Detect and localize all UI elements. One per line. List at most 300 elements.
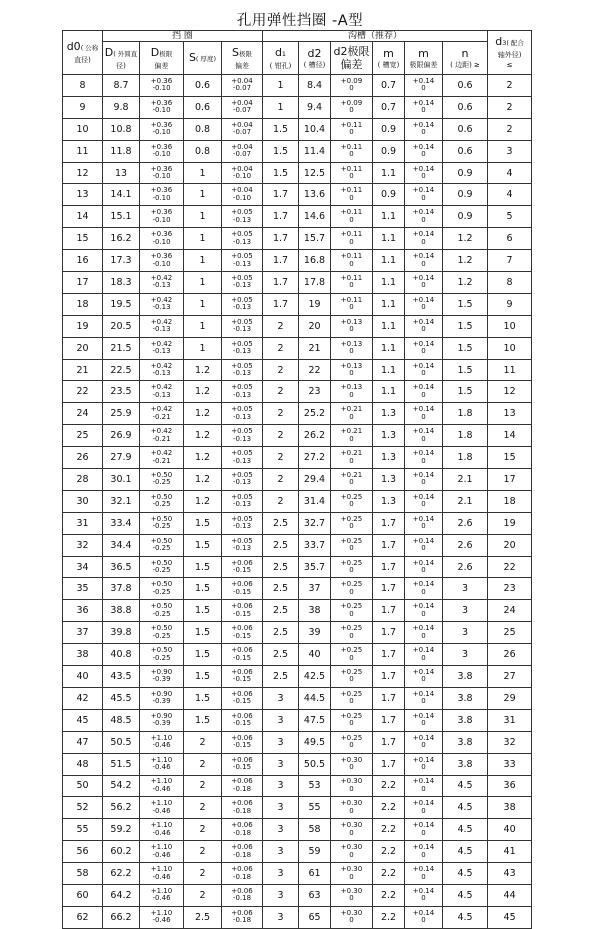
D-cell: 64.2 [103, 884, 140, 906]
upper-deviation: +1.10 [150, 843, 173, 852]
m-cell: 2.2 [373, 906, 405, 928]
lower-deviation: -0.25 [152, 631, 171, 640]
d1-cell: 1.7 [263, 293, 299, 315]
lower-deviation: -0.13 [232, 303, 252, 312]
lower-deviation: 0 [349, 653, 354, 662]
D-tol-cell [140, 403, 184, 425]
S-cell: 1.5 [184, 600, 222, 622]
S-cell: 1.5 [184, 534, 222, 556]
S-cell: 1.2 [184, 447, 222, 469]
n-cell: 4.5 [443, 884, 488, 906]
upper-deviation: +0.14 [412, 449, 435, 458]
m-tol-cell [405, 863, 443, 885]
D-cell: 15.1 [103, 206, 140, 228]
m-tol-cell [405, 293, 443, 315]
upper-deviation: +0.14 [412, 120, 435, 129]
d3-cell: 6 [488, 228, 532, 250]
d1-cell: 3 [263, 797, 299, 819]
lower-deviation: -0.15 [232, 631, 252, 640]
upper-deviation: +0.14 [412, 186, 435, 195]
d2-tol-cell [331, 469, 373, 491]
d2-tol-cell [331, 600, 373, 622]
lower-deviation: 0 [421, 390, 426, 399]
d1-cell: 2 [263, 359, 299, 381]
d2-tol-cell [331, 206, 373, 228]
m-tol-cell [405, 841, 443, 863]
m-tol-cell [405, 709, 443, 731]
upper-deviation: +0.14 [412, 843, 435, 852]
lower-deviation: 0 [349, 237, 354, 246]
upper-deviation: +1.10 [150, 799, 173, 808]
lower-deviation: 0 [349, 609, 354, 618]
lower-deviation: -0.13 [152, 347, 171, 356]
d0-cell: 36 [63, 600, 103, 622]
upper-deviation: +0.42 [150, 383, 173, 392]
upper-deviation: +1.10 [150, 755, 173, 764]
m-cell: 0.9 [373, 118, 405, 140]
lower-deviation: -0.10 [152, 172, 171, 180]
lower-deviation: 0 [421, 215, 426, 224]
upper-deviation: +0.14 [412, 470, 435, 479]
d0-cell: 14 [63, 206, 103, 228]
S-cell: 2 [184, 775, 222, 797]
m-tol-cell [405, 578, 443, 600]
S-tol-cell [222, 906, 263, 928]
d2-cell: 9.4 [299, 96, 331, 118]
d3-cell: 20 [488, 534, 532, 556]
upper-deviation: +0.14 [412, 602, 435, 611]
lower-deviation: -0.13 [152, 303, 171, 312]
lower-deviation: -0.46 [152, 763, 171, 772]
D-tol-cell [140, 666, 184, 688]
upper-deviation: +0.06 [231, 777, 253, 786]
m-cell: 0.9 [373, 140, 405, 162]
d1-cell: 3 [263, 841, 299, 863]
n-cell: 4.5 [443, 819, 488, 841]
D-cell: 48.5 [103, 709, 140, 731]
upper-deviation: +0.21 [340, 405, 363, 414]
d2-tol-cell [331, 315, 373, 337]
S-cell: 1.5 [184, 578, 222, 600]
D-tol-cell [140, 841, 184, 863]
d3-cell: 12 [488, 381, 532, 403]
D-cell: 62.2 [103, 863, 140, 885]
table-row [63, 469, 532, 491]
m-cell: 1.1 [373, 250, 405, 272]
lower-deviation: 0 [349, 172, 354, 180]
S-cell: 1 [184, 206, 222, 228]
n-cell: 4.5 [443, 906, 488, 928]
upper-deviation: +0.14 [412, 317, 435, 326]
d0-cell: 19 [63, 315, 103, 337]
S-cell: 2 [184, 753, 222, 775]
d0-cell: 42 [63, 687, 103, 709]
d0-cell: 20 [63, 337, 103, 359]
lower-deviation: -0.15 [232, 741, 252, 750]
upper-deviation: +0.14 [412, 273, 435, 282]
S-cell: 2 [184, 731, 222, 753]
d1-cell: 1.7 [263, 250, 299, 272]
D-tol-cell [140, 447, 184, 469]
d2-tol-cell [331, 797, 373, 819]
D-cell: 13 [103, 162, 140, 184]
n-cell: 1.8 [443, 425, 488, 447]
upper-deviation: +0.09 [340, 98, 363, 107]
d1-cell: 1.7 [263, 206, 299, 228]
lower-deviation: 0 [349, 412, 354, 421]
n-cell: 4.5 [443, 775, 488, 797]
lower-deviation: 0 [421, 609, 426, 618]
d1-cell: 3 [263, 731, 299, 753]
upper-deviation: +0.42 [150, 295, 173, 304]
D-tol-cell [140, 337, 184, 359]
m-cell: 1.3 [373, 447, 405, 469]
table-row [63, 753, 532, 775]
d2-tol-cell [331, 906, 373, 928]
lower-deviation: 0 [349, 434, 354, 443]
lower-deviation: 0 [349, 84, 354, 93]
upper-deviation: +0.50 [150, 558, 173, 567]
lower-deviation: -0.10 [152, 237, 171, 246]
table-row [63, 228, 532, 250]
upper-deviation: +0.05 [231, 470, 253, 479]
d3-cell: 43 [488, 863, 532, 885]
S-tol-cell [222, 162, 263, 184]
m-tol-cell [405, 425, 443, 447]
upper-deviation: +0.50 [150, 602, 173, 611]
D-tol-cell [140, 118, 184, 140]
lower-deviation: 0 [349, 697, 354, 706]
S-tol-cell [222, 403, 263, 425]
d3-cell: 36 [488, 775, 532, 797]
lower-deviation: -0.25 [152, 653, 171, 662]
upper-deviation: +0.06 [231, 711, 253, 720]
d2-tol-cell [331, 118, 373, 140]
m-tol-cell [405, 622, 443, 644]
S-tol-cell [222, 469, 263, 491]
D-cell: 60.2 [103, 841, 140, 863]
lower-deviation: -0.13 [232, 215, 252, 224]
D-cell: 30.1 [103, 469, 140, 491]
upper-deviation: +0.14 [412, 230, 435, 239]
d3-cell: 10 [488, 337, 532, 359]
d3-cell: 25 [488, 622, 532, 644]
d0-cell: 50 [63, 775, 103, 797]
lower-deviation: 0 [349, 281, 354, 290]
S-tol-cell [222, 578, 263, 600]
upper-deviation: +0.04 [231, 164, 253, 173]
D-cell: 43.5 [103, 666, 140, 688]
lower-deviation: 0 [421, 303, 426, 312]
upper-deviation: +0.50 [150, 624, 173, 633]
m-tol-cell [405, 162, 443, 184]
m-cell: 1.7 [373, 709, 405, 731]
m-tol-cell [405, 75, 443, 97]
n-cell: 1.5 [443, 337, 488, 359]
D-cell: 40.8 [103, 644, 140, 666]
upper-deviation: +0.14 [412, 733, 435, 742]
S-tol-cell [222, 337, 263, 359]
lower-deviation: -0.13 [232, 369, 252, 378]
table-row [63, 578, 532, 600]
lower-deviation: -0.15 [232, 609, 252, 618]
m-tol-cell [405, 315, 443, 337]
m-cell: 1.1 [373, 381, 405, 403]
table-row [63, 666, 532, 688]
d3-cell: 9 [488, 293, 532, 315]
D-cell: 34.4 [103, 534, 140, 556]
d0-cell: 58 [63, 863, 103, 885]
upper-deviation: +0.05 [231, 492, 253, 501]
d2-cell: 10.4 [299, 118, 331, 140]
D-cell: 8.7 [103, 75, 140, 97]
upper-deviation: +0.14 [412, 252, 435, 261]
table-row [63, 250, 532, 272]
m-cell: 1.7 [373, 731, 405, 753]
upper-deviation: +0.06 [231, 865, 253, 873]
lower-deviation: 0 [349, 763, 354, 772]
d2-cell: 13.6 [299, 184, 331, 206]
upper-deviation: +0.05 [231, 339, 253, 348]
m-tol-cell [405, 447, 443, 469]
lower-deviation: -0.13 [232, 325, 252, 334]
d0-cell: 16 [63, 250, 103, 272]
header-S-tol: S极限 偏差 [222, 42, 263, 75]
d0-cell: 22 [63, 381, 103, 403]
S-cell: 1 [184, 293, 222, 315]
lower-deviation: -0.18 [232, 850, 252, 859]
S-cell: 1.5 [184, 709, 222, 731]
d1-cell: 2.5 [263, 666, 299, 688]
D-cell: 50.5 [103, 731, 140, 753]
lower-deviation: -0.10 [232, 193, 252, 202]
upper-deviation: +0.05 [231, 405, 253, 414]
n-cell: 1.5 [443, 315, 488, 337]
n-cell: 3.8 [443, 753, 488, 775]
upper-deviation: +0.25 [340, 646, 363, 655]
lower-deviation: 0 [421, 587, 426, 596]
table-row [63, 118, 532, 140]
lower-deviation: 0 [349, 500, 354, 509]
header-D: D( 外圆直 径) [103, 42, 140, 75]
lower-deviation: -0.10 [152, 106, 171, 115]
d3-cell: 40 [488, 819, 532, 841]
table-row [63, 96, 532, 118]
D-tol-cell [140, 425, 184, 447]
d0-cell: 17 [63, 272, 103, 294]
D-cell: 51.5 [103, 753, 140, 775]
m-tol-cell [405, 534, 443, 556]
upper-deviation: +0.06 [231, 580, 253, 589]
upper-deviation: +0.90 [150, 689, 173, 698]
m-cell: 1.1 [373, 206, 405, 228]
d2-tol-cell [331, 731, 373, 753]
upper-deviation: +0.50 [150, 646, 173, 655]
m-cell: 1.7 [373, 644, 405, 666]
D-cell: 54.2 [103, 775, 140, 797]
S-tol-cell [222, 644, 263, 666]
lower-deviation: -0.13 [232, 281, 252, 290]
upper-deviation: +0.30 [340, 777, 363, 786]
m-tol-cell [405, 96, 443, 118]
d2-tol-cell [331, 272, 373, 294]
lower-deviation: 0 [349, 675, 354, 684]
S-tol-cell [222, 184, 263, 206]
n-cell: 3 [443, 578, 488, 600]
m-cell: 1.1 [373, 315, 405, 337]
m-tol-cell [405, 272, 443, 294]
upper-deviation: +0.11 [340, 295, 363, 304]
lower-deviation: 0 [349, 390, 354, 399]
n-cell: 2.1 [443, 490, 488, 512]
d3-cell: 2 [488, 118, 532, 140]
D-tol-cell [140, 578, 184, 600]
d2-cell: 50.5 [299, 753, 331, 775]
lower-deviation: 0 [421, 84, 426, 93]
d2-tol-cell [331, 250, 373, 272]
d3-cell: 2 [488, 96, 532, 118]
m-tol-cell [405, 118, 443, 140]
S-cell: 1 [184, 228, 222, 250]
S-cell: 1 [184, 315, 222, 337]
S-tol-cell [222, 512, 263, 534]
m-tol-cell [405, 687, 443, 709]
d1-cell: 3 [263, 709, 299, 731]
n-cell: 2.1 [443, 469, 488, 491]
D-tol-cell [140, 293, 184, 315]
D-cell: 21.5 [103, 337, 140, 359]
lower-deviation: 0 [349, 106, 354, 115]
m-cell: 1.3 [373, 469, 405, 491]
upper-deviation: +1.10 [150, 777, 173, 786]
D-cell: 66.2 [103, 906, 140, 928]
S-tol-cell [222, 228, 263, 250]
n-cell: 0.6 [443, 96, 488, 118]
S-cell: 1 [184, 162, 222, 184]
lower-deviation: -0.21 [152, 434, 171, 443]
lower-deviation: -0.15 [232, 587, 252, 596]
d0-cell: 11 [63, 140, 103, 162]
lower-deviation: 0 [421, 172, 426, 180]
d3-cell: 24 [488, 600, 532, 622]
D-tol-cell [140, 162, 184, 184]
upper-deviation: +0.90 [150, 667, 173, 676]
upper-deviation: +0.14 [412, 514, 435, 523]
upper-deviation: +0.14 [412, 405, 435, 414]
S-cell: 1.2 [184, 403, 222, 425]
d2-tol-cell [331, 687, 373, 709]
d0-cell: 37 [63, 622, 103, 644]
D-cell: 17.3 [103, 250, 140, 272]
m-tol-cell [405, 403, 443, 425]
d2-cell: 15.7 [299, 228, 331, 250]
m-cell: 1.3 [373, 490, 405, 512]
lower-deviation: -0.21 [152, 412, 171, 421]
d2-tol-cell [331, 425, 373, 447]
S-cell: 2 [184, 819, 222, 841]
S-tol-cell [222, 447, 263, 469]
lower-deviation: 0 [349, 850, 354, 859]
d1-cell: 2.5 [263, 512, 299, 534]
d3-cell: 14 [488, 425, 532, 447]
table-row [63, 403, 532, 425]
D-cell: 9.8 [103, 96, 140, 118]
d2-tol-cell [331, 162, 373, 184]
d3-cell: 17 [488, 469, 532, 491]
upper-deviation: +0.05 [231, 208, 253, 217]
upper-deviation: +0.14 [412, 886, 435, 895]
D-tol-cell [140, 490, 184, 512]
d1-cell: 1.7 [263, 184, 299, 206]
d2-tol-cell [331, 819, 373, 841]
d0-cell: 24 [63, 403, 103, 425]
upper-deviation: +0.36 [150, 252, 173, 261]
d3-cell: 10 [488, 315, 532, 337]
upper-deviation: +0.14 [412, 646, 435, 655]
upper-deviation: +0.21 [340, 470, 363, 479]
upper-deviation: +0.11 [340, 142, 363, 151]
d0-cell: 40 [63, 666, 103, 688]
m-tol-cell [405, 906, 443, 928]
d2-cell: 31.4 [299, 490, 331, 512]
upper-deviation: +1.10 [150, 733, 173, 742]
d1-cell: 2.5 [263, 644, 299, 666]
d2-tol-cell [331, 863, 373, 885]
S-cell: 1.5 [184, 687, 222, 709]
upper-deviation: +0.14 [412, 492, 435, 501]
m-cell: 2.2 [373, 863, 405, 885]
upper-deviation: +0.13 [340, 383, 363, 392]
d1-cell: 1 [263, 75, 299, 97]
lower-deviation: -0.13 [152, 281, 171, 290]
upper-deviation: +0.13 [340, 361, 363, 370]
table-body [63, 75, 532, 929]
table-row [63, 841, 532, 863]
n-cell: 0.9 [443, 206, 488, 228]
m-cell: 2.2 [373, 797, 405, 819]
upper-deviation: +0.05 [231, 317, 253, 326]
upper-deviation: +0.14 [412, 711, 435, 720]
d2-cell: 37 [299, 578, 331, 600]
S-cell: 1.5 [184, 622, 222, 644]
upper-deviation: +0.05 [231, 252, 253, 261]
m-tol-cell [405, 381, 443, 403]
m-cell: 0.7 [373, 75, 405, 97]
lower-deviation: -0.07 [232, 128, 252, 137]
upper-deviation: +0.21 [340, 449, 363, 458]
S-tol-cell [222, 96, 263, 118]
table-row [63, 687, 532, 709]
lower-deviation: -0.46 [152, 828, 171, 837]
d2-tol-cell [331, 490, 373, 512]
table-row [63, 315, 532, 337]
upper-deviation: +0.36 [150, 230, 173, 239]
d3-cell: 4 [488, 162, 532, 184]
lower-deviation: -0.46 [152, 741, 171, 750]
upper-deviation: +0.25 [340, 624, 363, 633]
S-cell: 0.6 [184, 96, 222, 118]
upper-deviation: +0.42 [150, 449, 173, 458]
table-row [63, 731, 532, 753]
m-cell: 1.7 [373, 578, 405, 600]
d2-tol-cell [331, 381, 373, 403]
lower-deviation: 0 [421, 806, 426, 815]
d3-cell: 33 [488, 753, 532, 775]
D-tol-cell [140, 381, 184, 403]
d2-tol-cell [331, 534, 373, 556]
lower-deviation: -0.18 [232, 916, 252, 925]
d2-tol-cell [331, 556, 373, 578]
